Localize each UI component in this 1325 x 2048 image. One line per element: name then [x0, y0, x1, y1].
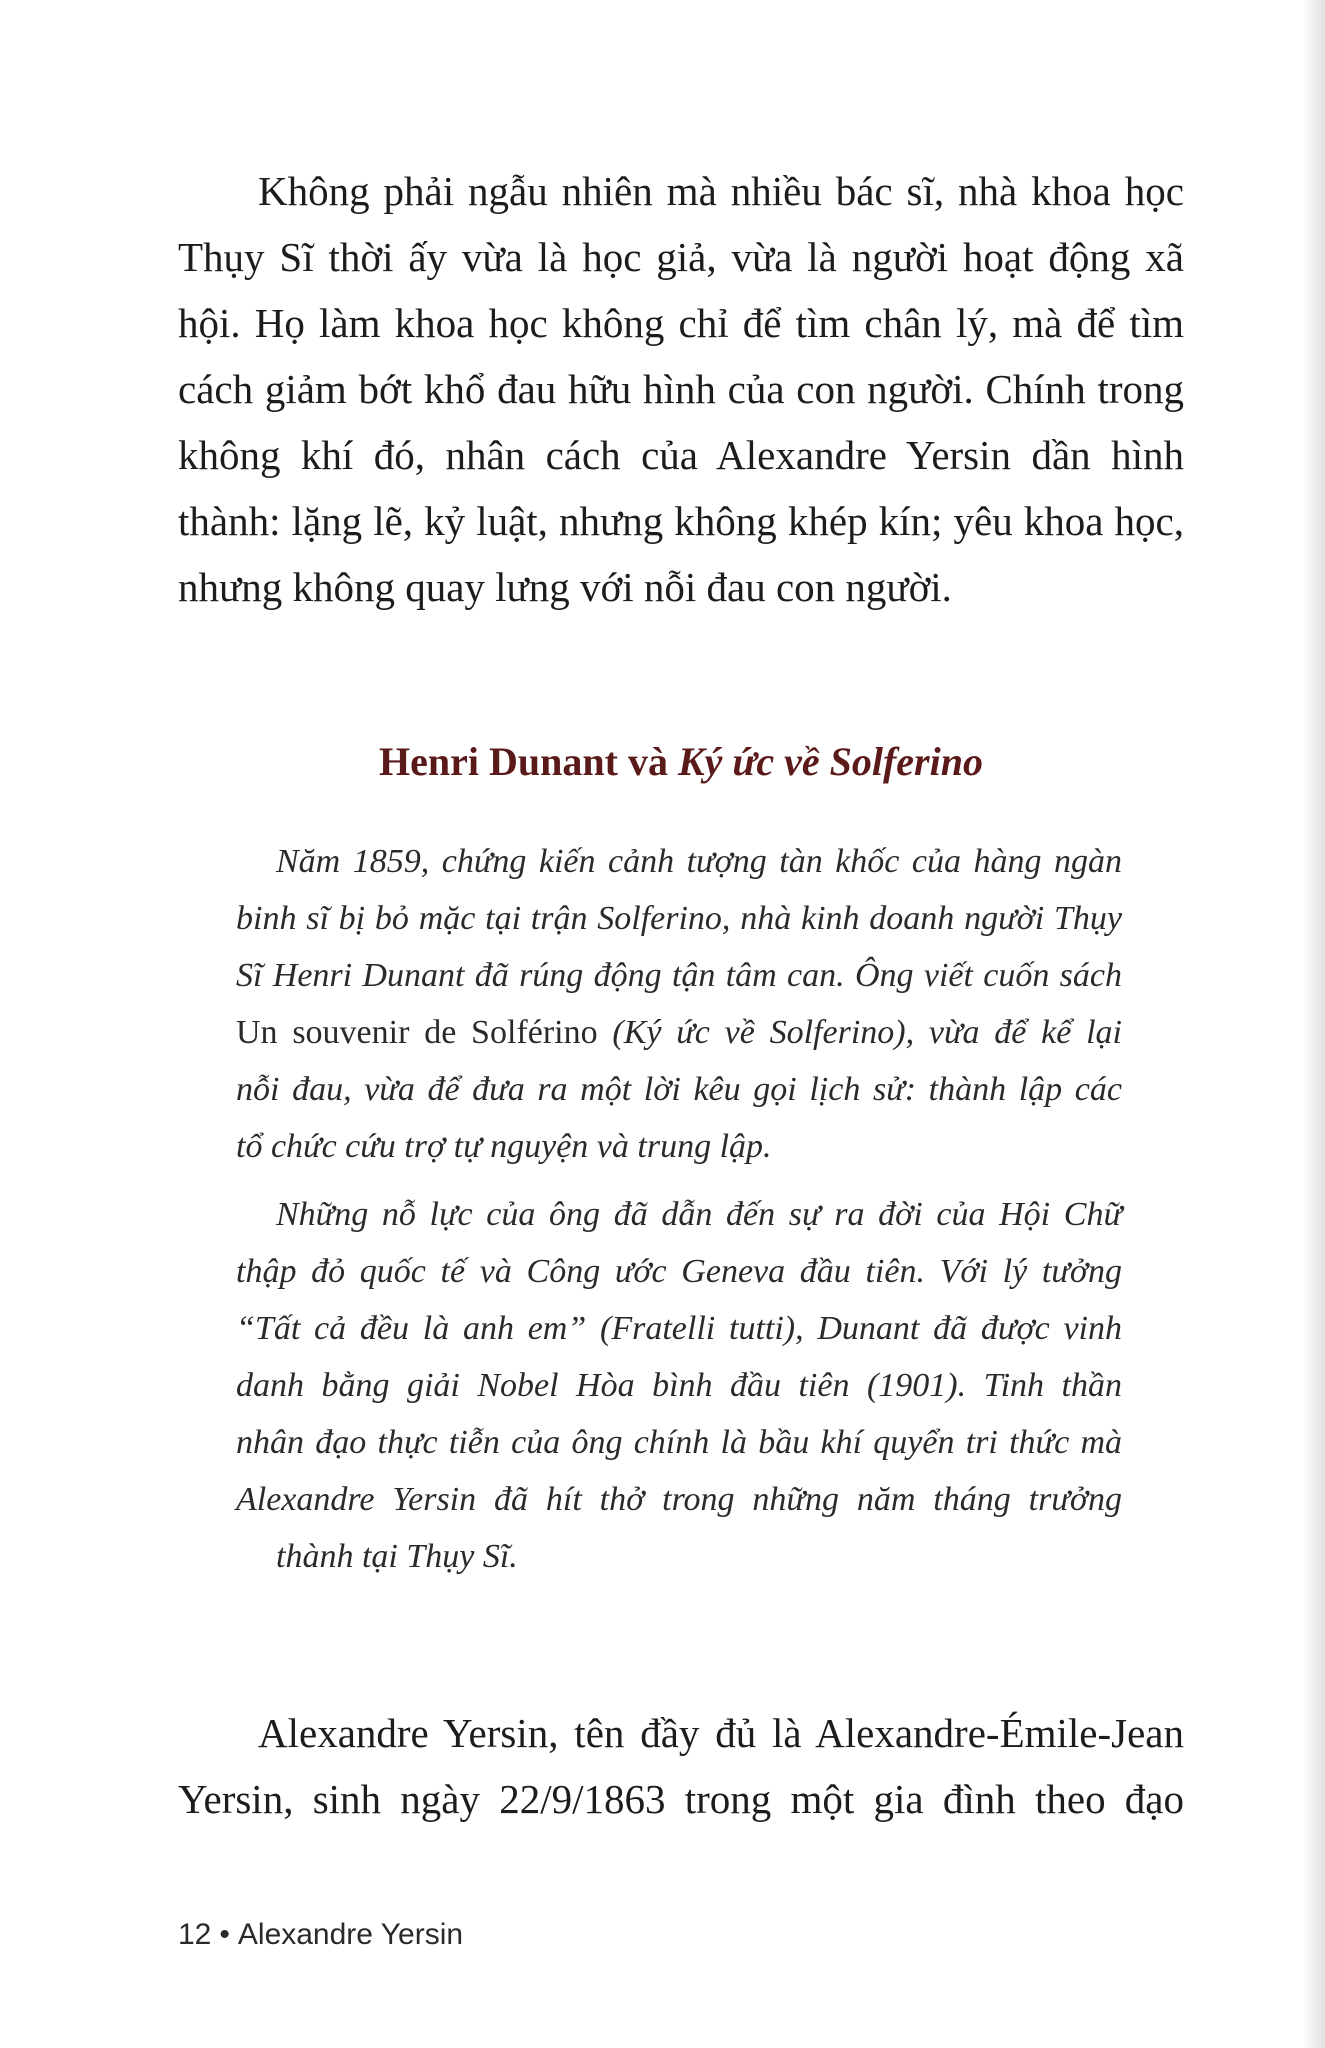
sidebar-box-paragraph-2	[236, 1186, 1122, 1585]
box-line: danh bằng giải Nobel Hòa bình đầu tiên (1901). Tinh thần	[236, 1367, 1122, 1404]
box-line: thành tại Thụy Sĩ.	[276, 1538, 518, 1575]
box-line	[236, 1004, 1122, 1061]
box-line: Những nỗ lực của ông đã dẫn đến sự ra đời của Hội Chữ	[276, 1196, 1122, 1233]
heading-italic-text: Ký ức về Solferino	[677, 739, 983, 784]
book-title-vietnamese: (Ký ức về Solferino), vừa để kể lại	[612, 1014, 1122, 1051]
paragraph-line: Yersin, sinh ngày 22/9/1863 trong một gia đình theo đạo	[178, 1776, 1184, 1822]
heading-plain-text: Henri Dunant và	[379, 739, 678, 784]
box-line: Sĩ Henri Dunant đã rúng động tận tâm can. Ông viết cuốn sách	[236, 957, 1122, 994]
page-number: 12	[178, 1918, 212, 1951]
box-line: thập đỏ quốc tế và Công ước Geneva đầu tiên. Với lý tưởng	[236, 1253, 1122, 1290]
box-line: nhân đạo thực tiễn của ông chính là bầu khí quyển tri thức mà	[236, 1424, 1122, 1461]
body-paragraph-2	[178, 1700, 1184, 1832]
box-line: “Tất cả đều là anh em” (Fratelli tutti), Dunant đã được vinh	[236, 1310, 1122, 1347]
paragraph-line: Không phải ngẫu nhiên mà nhiều bác sĩ, nhà khoa học	[258, 168, 1184, 214]
paragraph-line: hội. Họ làm khoa học không chỉ để tìm chân lý, mà để tìm	[178, 300, 1184, 346]
box-line: nỗi đau, vừa để đưa ra một lời kêu gọi lịch sử: thành lập các	[236, 1071, 1122, 1108]
page-edge-shadow	[1303, 0, 1325, 2048]
sidebar-box-heading	[178, 738, 1184, 785]
book-title-french: Un souvenir de Solférino	[236, 1014, 613, 1051]
paragraph-line: Thụy Sĩ thời ấy vừa là học giả, vừa là người hoạt động xã	[178, 234, 1184, 280]
box-line: binh sĩ bị bỏ mặc tại trận Solferino, nhà kinh doanh người Thụy	[236, 900, 1122, 937]
page-footer	[178, 1918, 463, 1952]
paragraph-line: không khí đó, nhân cách của Alexandre Yersin dần hình	[178, 432, 1184, 478]
box-line: Alexandre Yersin đã hít thở trong những năm tháng trưởng	[236, 1481, 1122, 1518]
paragraph-line: nhưng không quay lưng với nỗi đau con người.	[178, 564, 952, 610]
paragraph-line: cách giảm bớt khổ đau hữu hình của con người. Chính trong	[178, 366, 1184, 412]
running-title: Alexandre Yersin	[237, 1918, 464, 1951]
paragraph-line: thành: lặng lẽ, kỷ luật, nhưng không khép kín; yêu khoa học,	[178, 498, 1184, 544]
box-line: Năm 1859, chứng kiến cảnh tượng tàn khốc của hàng ngàn	[276, 843, 1122, 880]
box-line: tổ chức cứu trợ tự nguyện và trung lập.	[236, 1128, 772, 1165]
footer-separator: •	[219, 1918, 230, 1951]
body-paragraph-1	[178, 158, 1184, 620]
sidebar-box-paragraph-1	[236, 833, 1122, 1175]
paragraph-line: Alexandre Yersin, tên đầy đủ là Alexandre-Émile-Jean	[258, 1710, 1184, 1756]
